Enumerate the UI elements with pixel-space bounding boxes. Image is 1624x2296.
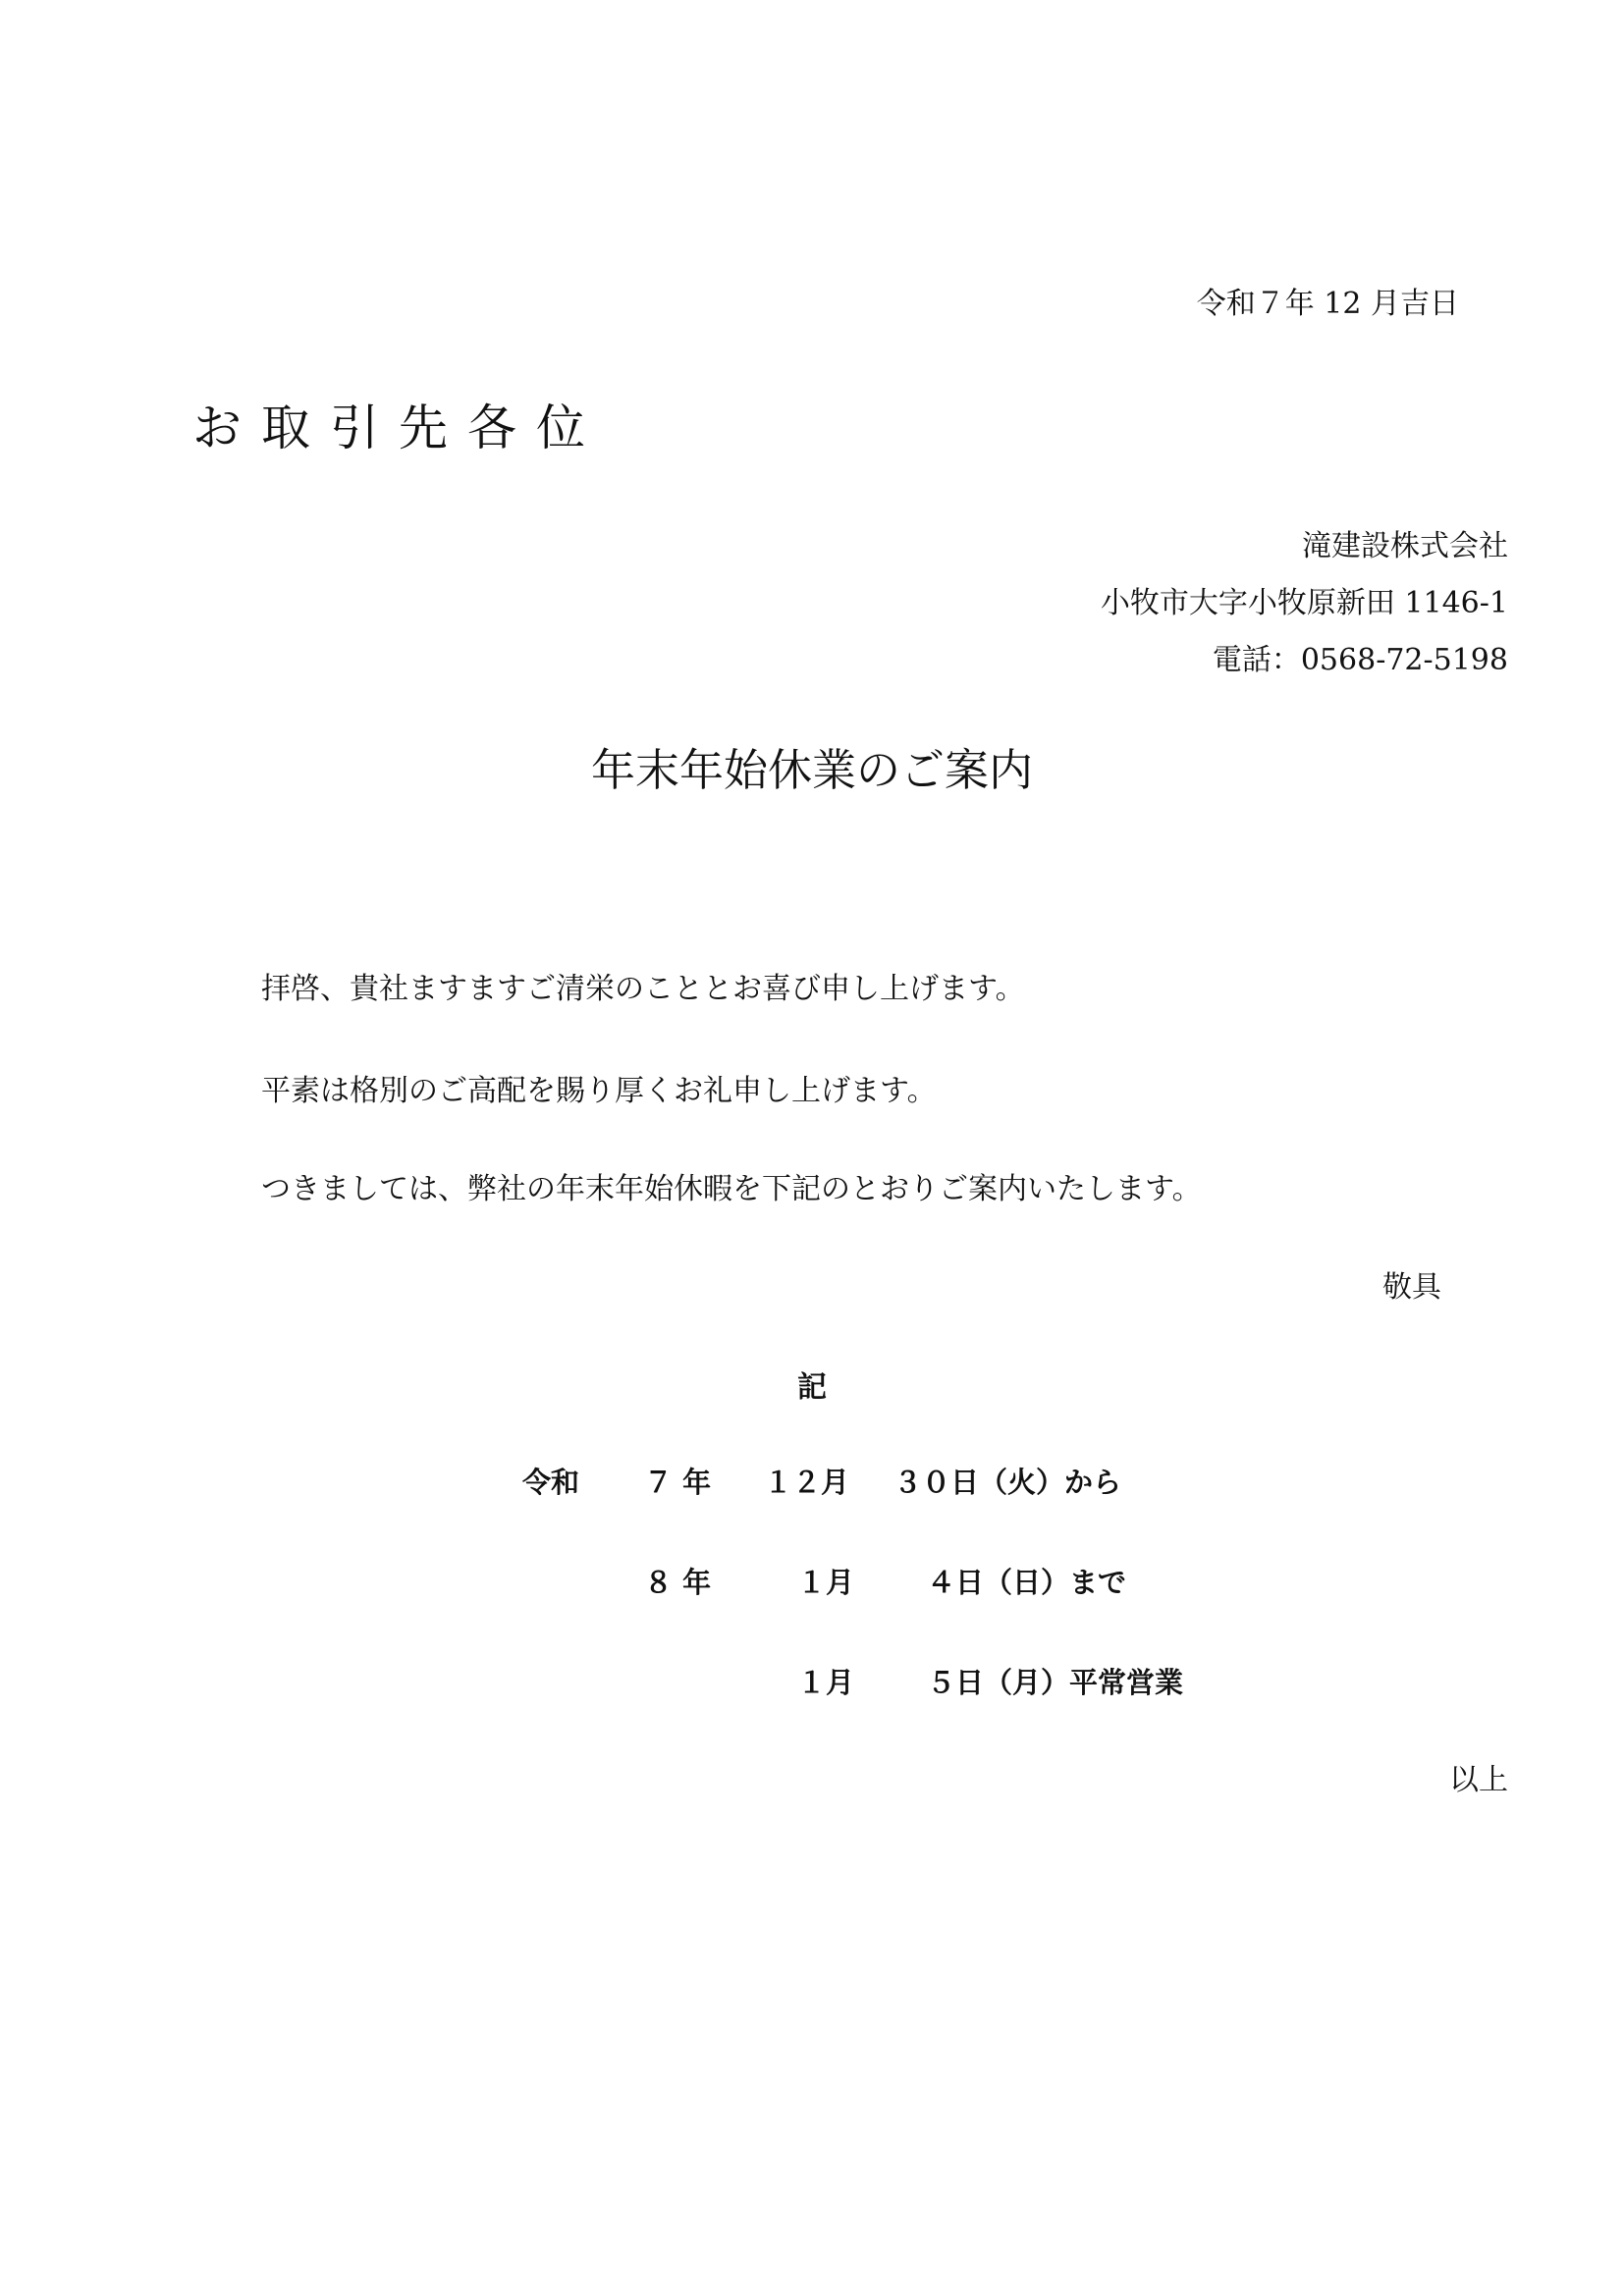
- closing-ijou: 以上: [1449, 1763, 1508, 1797]
- schedule-row-1-month: １２月: [764, 1466, 850, 1499]
- schedule-row-2-year: ８ 年: [644, 1566, 712, 1599]
- schedule-row-1-day: ３０日（火）から: [893, 1466, 1122, 1499]
- schedule-row-1-year: ７ 年: [644, 1466, 712, 1499]
- schedule-row-3-day: ５日（月）平常営業: [927, 1666, 1184, 1699]
- document-date: 令和７年 12 月吉日: [1196, 287, 1459, 321]
- sender-phone: 電話：0568-72-5198: [1212, 643, 1508, 677]
- document-title: 年末年始休業のご案内: [590, 744, 1033, 796]
- body-paragraph-2: 平素は格別のご高配を賜り厚くお礼申し上げます。: [261, 1074, 937, 1108]
- body-paragraph-1: 拝啓、貴社ますますご清栄のこととお喜び申し上げます。: [261, 972, 1025, 1006]
- schedule-row-1-era: 令和: [522, 1466, 580, 1499]
- schedule-row-2-day: ４日（日）まで: [927, 1566, 1127, 1599]
- sender-address: 小牧市大字小牧原新田 1146-1: [1100, 586, 1508, 620]
- sender-block: [1101, 518, 1508, 689]
- body-paragraph-3: つきましては、弊社の年末年始休暇を下記のとおりご案内いたします。: [261, 1172, 1202, 1206]
- addressee: お取引先各位: [192, 400, 605, 456]
- schedule-row-3-month: １月: [797, 1666, 855, 1699]
- ki-heading: 記: [797, 1370, 827, 1405]
- sender-company: 滝建設株式会社: [1302, 529, 1508, 563]
- closing-keigu: 敬具: [1382, 1270, 1441, 1305]
- schedule-row-2-month: １月: [797, 1566, 855, 1599]
